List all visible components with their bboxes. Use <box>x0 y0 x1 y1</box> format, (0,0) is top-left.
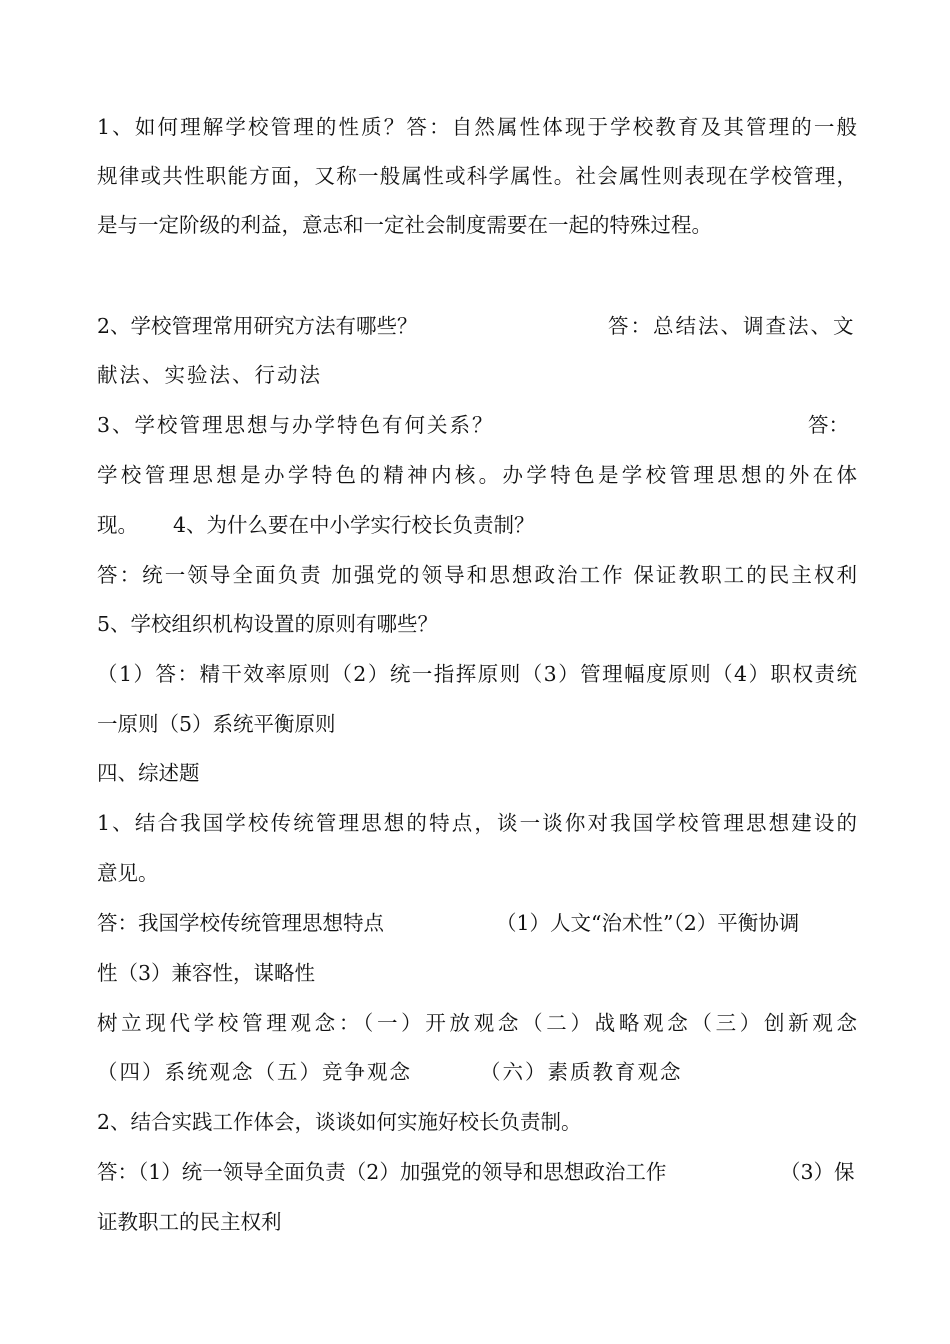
question-2-answer-end: 献法、实验法、行动法 <box>97 363 322 387</box>
essay-1-concepts-line-2: （四）系统观念（五）竞争观念 <box>97 1060 412 1084</box>
essay-2-answer-item-3: （3）保 <box>780 1160 855 1184</box>
question-1-line-3: 是与一定阶级的利益，意志和一定社会制度需要在一起的特殊过程。 <box>97 213 712 237</box>
essay-2-answer-end: 证教职工的民主权利 <box>97 1210 282 1234</box>
essay-1-text-line-1: 1、结合我国学校传统管理思想的特点，谈一谈你对我国学校管理思想建设的 <box>97 811 857 835</box>
question-4-text: 4、为什么要在中小学实行校长负责制？ <box>173 513 535 537</box>
essay-1-concepts-line-1: 树立现代学校管理观念：（一）开放观念（二）战略观念（三）创新观念 <box>97 1011 857 1035</box>
question-3-answer-end: 现。 <box>97 513 138 537</box>
essay-1-answer-start: 答：我国学校传统管理思想特点 <box>97 911 384 935</box>
question-3-text: 3、学校管理思想与办学特色有何关系？ <box>97 413 495 437</box>
essay-2-answer-start: 答：（1）统一领导全面负责（2）加强党的领导和思想政治工作 <box>97 1160 667 1184</box>
essay-1-answer-line-2: 性（3）兼容性，谋略性 <box>97 961 316 985</box>
question-1-line-2: 规律或共性职能方面，又称一般属性或科学属性。社会属性则表现在学校管理， <box>97 164 857 188</box>
essay-1-concepts-line-2-end: （六）素质教育观念 <box>480 1060 683 1084</box>
question-2-text: 2、学校管理常用研究方法有哪些？ <box>97 314 418 338</box>
question-5-answer-line-2: 一原则（5）系统平衡原则 <box>97 712 336 736</box>
section-heading: 四、综述题 <box>97 761 200 785</box>
essay-1-text-line-2: 意见。 <box>97 861 159 885</box>
question-5-text: 5、学校组织机构设置的原则有哪些？ <box>97 612 439 636</box>
essay-2-text: 2、结合实践工作体会，谈谈如何实施好校长负责制。 <box>97 1110 582 1134</box>
question-1-line-1: 1、如何理解学校管理的性质？答：自然属性体现于学校教育及其管理的一般 <box>97 115 857 139</box>
question-4-answer: 答：统一领导全面负责 加强党的领导和思想政治工作 保证教职工的民主权利 <box>97 563 857 587</box>
question-2-answer-start: 答：总结法、调查法、文 <box>608 314 856 338</box>
question-3-answer-label: 答： <box>808 413 849 437</box>
question-3-answer-line-1: 学校管理思想是办学特色的精神内核。办学特色是学校管理思想的外在体 <box>97 463 857 487</box>
essay-1-answer-traits: （1）人文“治术性”（2）平衡协调 <box>496 911 800 935</box>
question-5-answer-line-1: （1）答：精干效率原则（2）统一指挥原则（3）管理幅度原则（4）职权责统 <box>97 662 857 686</box>
